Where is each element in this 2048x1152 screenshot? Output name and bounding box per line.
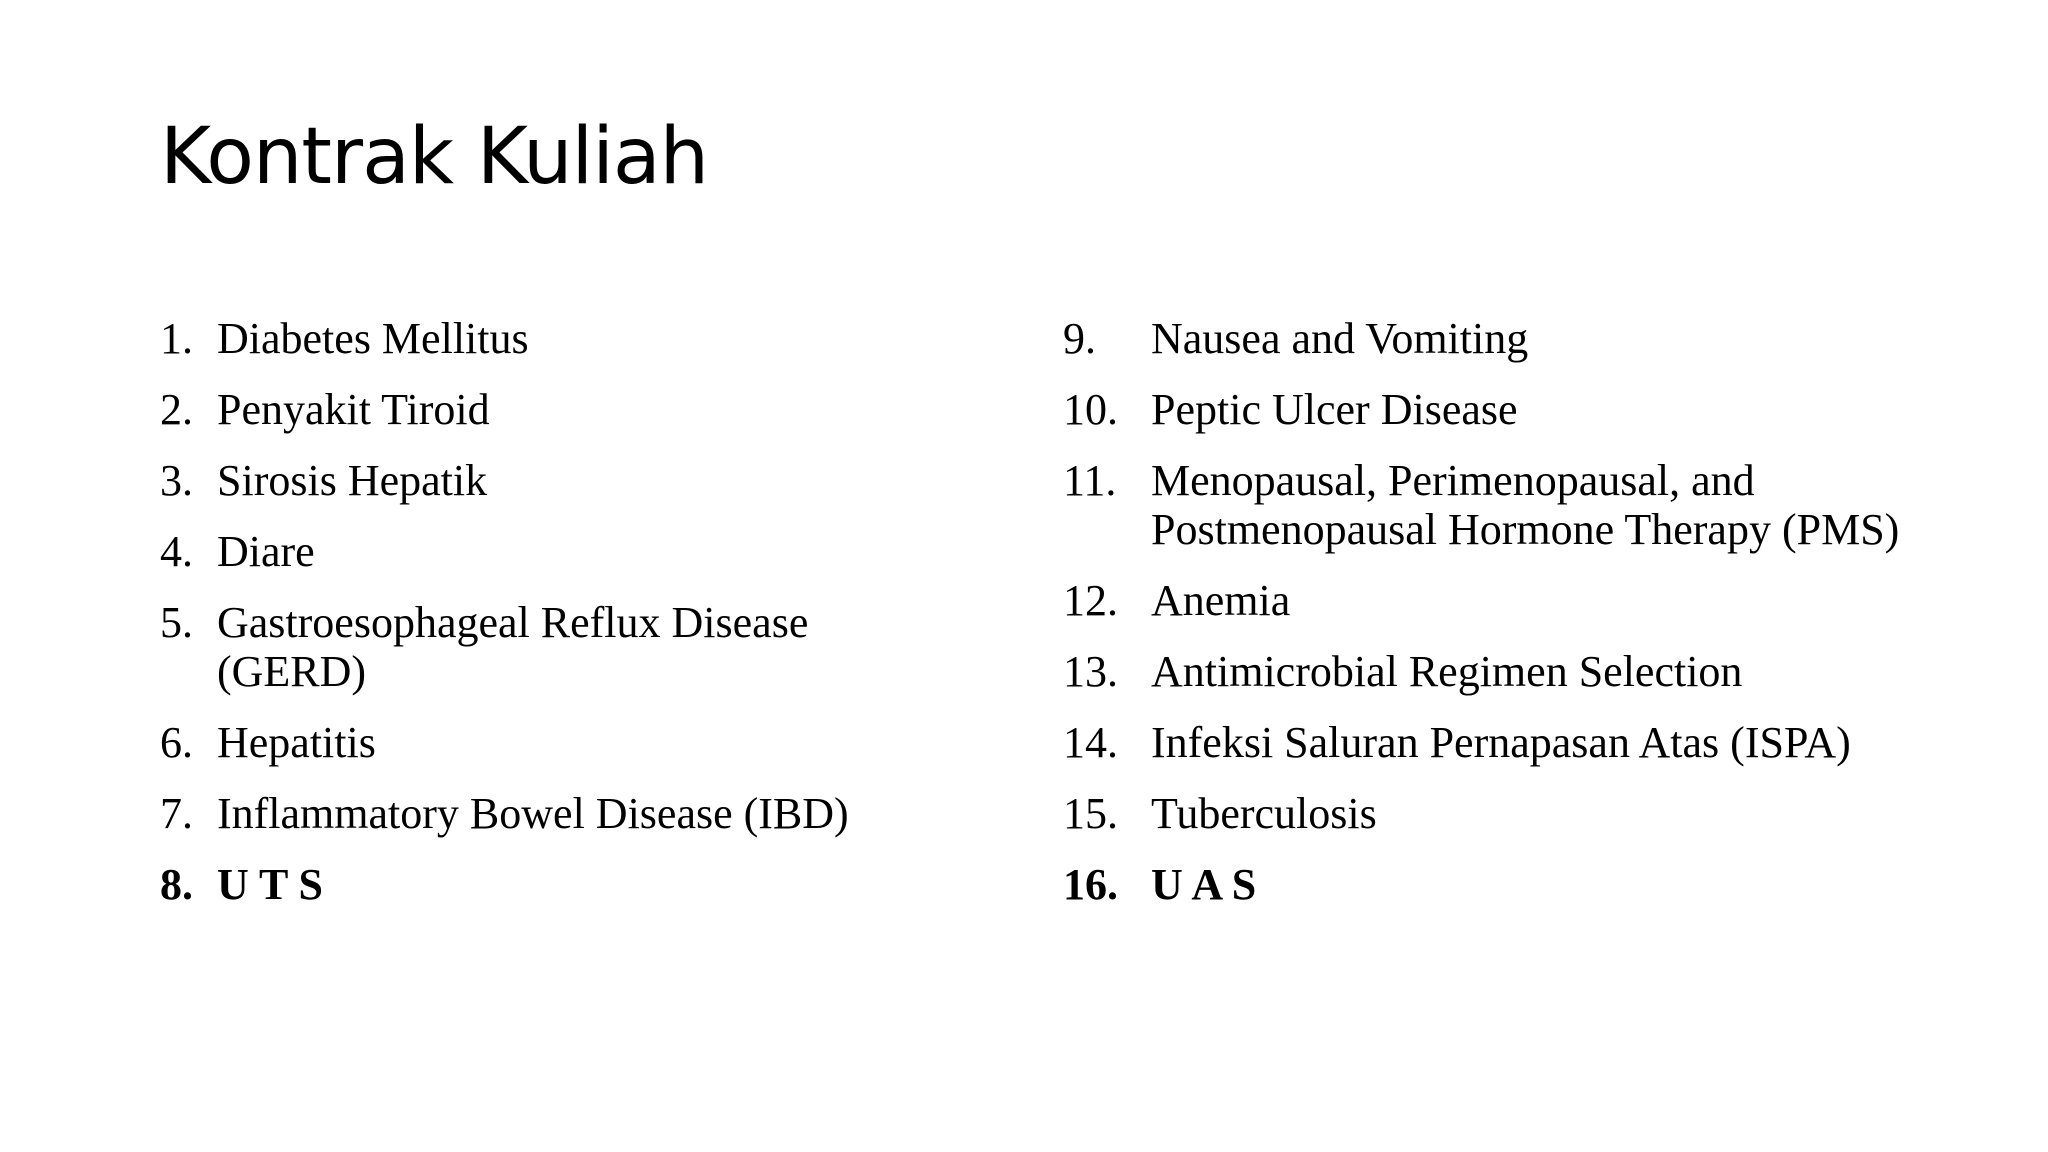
item-label: Diare bbox=[217, 527, 315, 576]
item-label: Hepatitis bbox=[217, 718, 376, 767]
list-item bbox=[160, 456, 920, 505]
list-item bbox=[160, 527, 920, 576]
item-number: 4. bbox=[160, 527, 193, 576]
list-item bbox=[1063, 576, 2003, 625]
item-number: 10. bbox=[1063, 385, 1118, 434]
item-label: Inflammatory Bowel Disease (IBD) bbox=[217, 789, 849, 838]
item-label: Peptic Ulcer Disease bbox=[1151, 385, 1518, 434]
item-number: 13. bbox=[1063, 647, 1118, 696]
item-number: 11. bbox=[1063, 456, 1117, 505]
item-number: 7. bbox=[160, 789, 193, 838]
list-item bbox=[1063, 385, 2003, 434]
item-number: 12. bbox=[1063, 576, 1118, 625]
list-item bbox=[160, 314, 920, 363]
item-number: 14. bbox=[1063, 718, 1118, 767]
topic-list-right bbox=[1063, 314, 2003, 931]
item-number: 8. bbox=[160, 860, 193, 909]
item-label: Infeksi Saluran Pernapasan Atas (ISPA) bbox=[1151, 718, 1851, 767]
item-label: Sirosis Hepatik bbox=[217, 456, 488, 505]
item-label: Menopausal, Perimenopausal, and Postmenopausal Hormone Therapy (PMS) bbox=[1151, 456, 1900, 554]
list-item bbox=[160, 718, 920, 767]
list-item bbox=[1063, 314, 2003, 363]
item-number: 5. bbox=[160, 598, 193, 647]
item-number: 3. bbox=[160, 456, 193, 505]
item-label: Antimicrobial Regimen Selection bbox=[1151, 647, 1743, 696]
slide-title: Kontrak Kuliah bbox=[160, 112, 709, 202]
item-label: Diabetes Mellitus bbox=[217, 314, 529, 363]
item-number: 15. bbox=[1063, 789, 1118, 838]
list-item bbox=[1063, 789, 2003, 838]
item-label: U A S bbox=[1151, 860, 1257, 909]
item-label: Penyakit Tiroid bbox=[217, 385, 490, 434]
list-item bbox=[160, 598, 920, 696]
item-label: Tuberculosis bbox=[1151, 789, 1377, 838]
list-item-uas bbox=[1063, 860, 2003, 909]
list-item-uts bbox=[160, 860, 920, 909]
item-number: 1. bbox=[160, 314, 193, 363]
item-label: U T S bbox=[217, 860, 324, 909]
topic-list-left bbox=[160, 314, 920, 931]
item-number: 9. bbox=[1063, 314, 1096, 363]
list-item bbox=[1063, 647, 2003, 696]
item-label: Anemia bbox=[1151, 576, 1291, 625]
list-item bbox=[1063, 718, 2003, 767]
list-item bbox=[160, 789, 920, 838]
item-number: 2. bbox=[160, 385, 193, 434]
list-item bbox=[1063, 456, 2003, 554]
item-label: Gastroesophageal Reflux Disease (GERD) bbox=[217, 598, 809, 696]
list-item bbox=[160, 385, 920, 434]
item-number: 6. bbox=[160, 718, 193, 767]
item-number: 16. bbox=[1063, 860, 1118, 909]
item-label: Nausea and Vomiting bbox=[1151, 314, 1529, 363]
